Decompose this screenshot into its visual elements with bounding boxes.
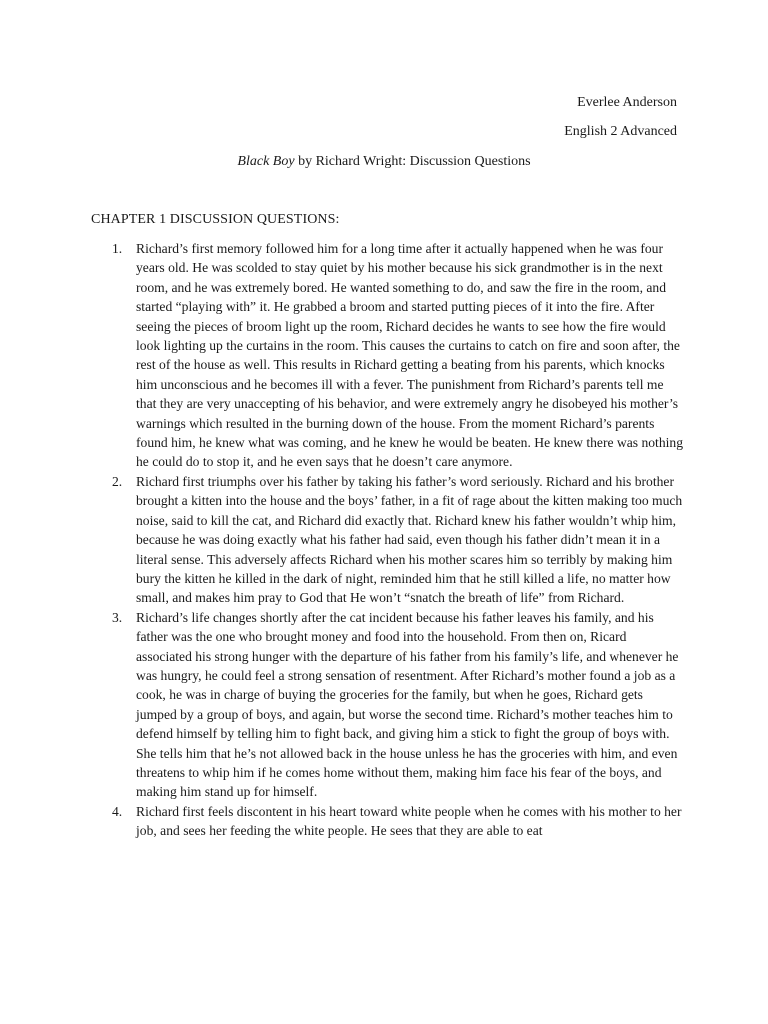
- title-rest: by Richard Wright: Discussion Questions: [294, 154, 531, 169]
- question-answer: Richard first triumphs over his father by taking his father’s word seriously. Richard and his brother brought a kitten into the house and the boys’ father, in a fit of rage about the kitten making too much noise, said to kill the cat, and Richard did exactly that. Richard knew his father wouldn’t whip him, because he was doing exactly what his father had said, even though his father didn’t mean it in a literal sense. This adversely affects Richard when his mother scares him so terribly by making him bury the kitten he killed in the dark of night, reminded him that he still killed a life, no matter how small, and makes him pray to God that He won’t “snatch the breath of life” from Richard.: [136, 473, 683, 606]
- question-answer: Richard first feels discontent in his heart toward white people when he comes with his mother to her job, and sees her feeding the white people. He sees that they are able to eat: [136, 803, 682, 839]
- question-item: [91, 802, 685, 841]
- question-number: 2.: [112, 473, 123, 489]
- question-answer: Richard’s life changes shortly after the cat incident because his father leaves his family, and his father was the one who brought money and food into the household. From then on, Ricard associated his strong hunger with the departure of his father from his family’s life, and whenever he was hungry, he could feel a strong sensation of resentment. After Richard’s mother found a job as a cook, he was in charge of buying the groceries for the family, but when he goes, Richard gets jumped by a group of boys, and again, but worse the second time. Richard’s mother teaches him to defend himself by telling him to fight back, and giving him a stick to fight the group of boys with. She tells him that he’s not allowed back in the house unless he has the groceries with him, and even threatens to whip him if he comes home without them, making him face his fear of the boys, and making him stand up for himself.: [136, 609, 679, 800]
- question-number: 3.: [112, 609, 123, 625]
- question-answer: Richard’s first memory followed him for a long time after it actually happened when he was four years old. He was scolded to stay quiet by his mother because his sick grandmother is in the next room, and he was extremely bored. He wanted something to do, and saw the fire in the room, and started “playing with” it. He grabbed a broom and started putting pieces of it into the fire. After seeing the pieces of broom light up the room, Richard decides he wants to see how the fire would look lighting up the curtains in the room. This causes the curtains to catch on fire and soon after, the rest of the house as well. This results in Richard getting a beating from his parents, which knocks him unconscious and he becomes ill with a fever. The punishment from Richard’s parents tell me that they are very unaccepting of his behavior, and were extremely angry he disobeyed his mother’s warnings which resulted in the burning down of the house. From the moment Richard’s parents found him, he knew what was coming, and he knew he would be beaten. He knew there was nothing he could do to stop it, and he even says that he doesn’t care anymore.: [136, 241, 684, 470]
- section-heading: CHAPTER 1 DISCUSSION QUESTIONS:: [91, 212, 340, 227]
- question-item: [91, 608, 685, 802]
- author-name: Everlee Anderson: [577, 95, 677, 110]
- course-name: English 2 Advanced: [564, 124, 677, 139]
- question-number: 1.: [112, 241, 123, 256]
- document-title: [0, 153, 768, 171]
- question-number: 4.: [112, 803, 123, 819]
- book-title: Black Boy: [237, 154, 295, 169]
- question-item: [91, 472, 685, 608]
- question-list: [91, 239, 685, 841]
- question-item: [91, 239, 685, 472]
